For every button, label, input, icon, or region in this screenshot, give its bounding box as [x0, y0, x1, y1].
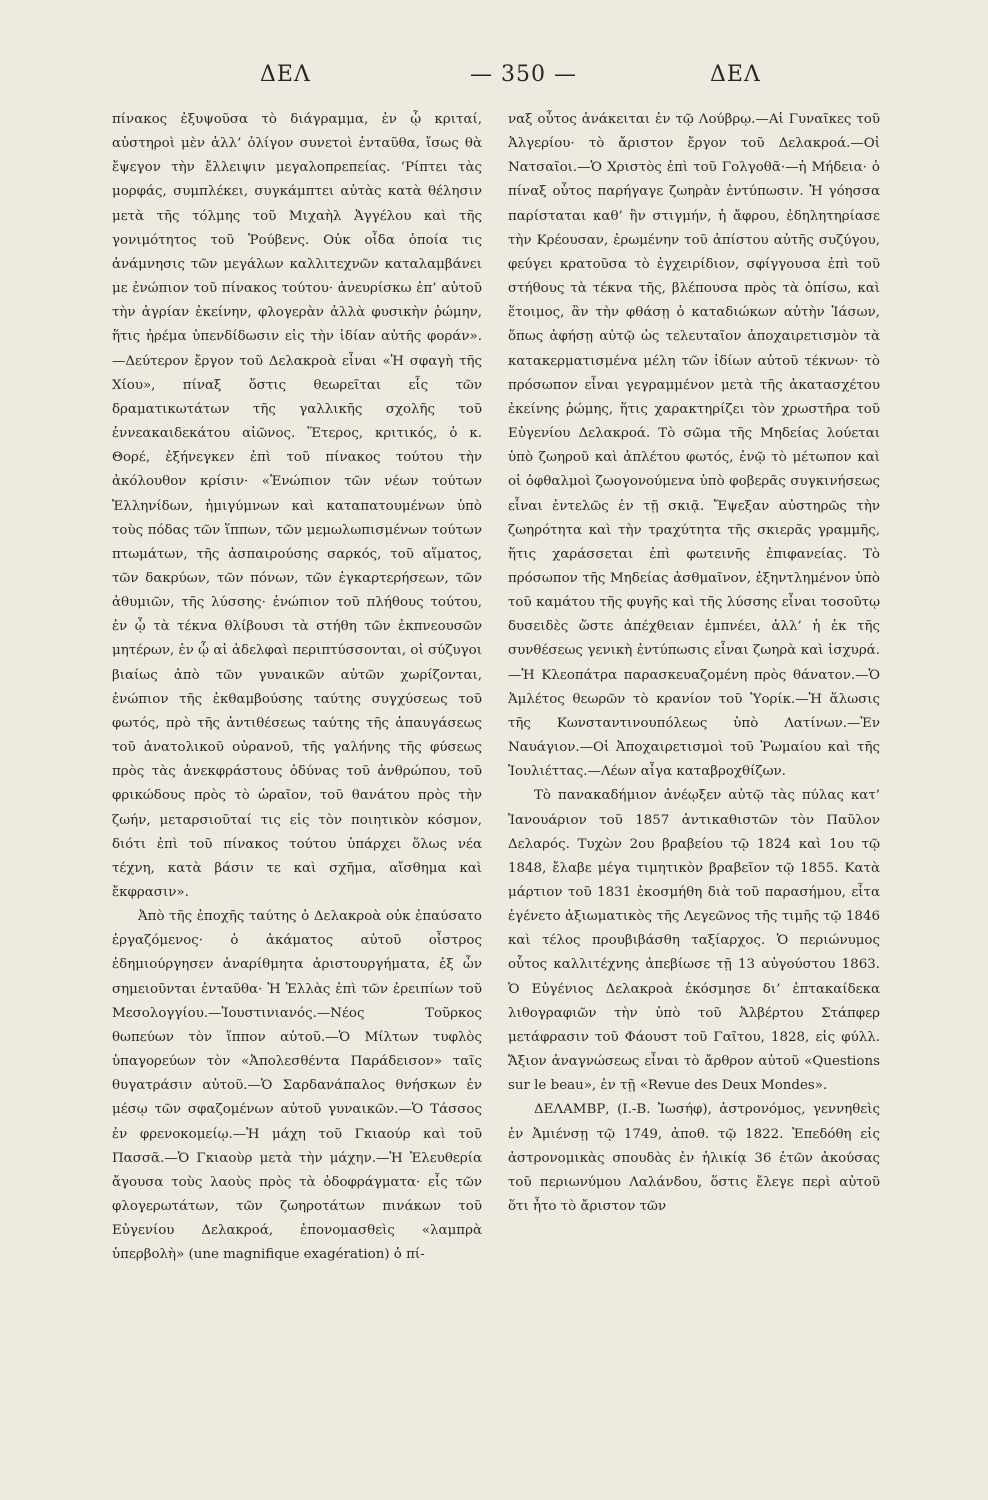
- right-paragraph-2: Τὸ πανακαδήμιον ἀνέῳξεν αὐτῷ τὰς πύλας κατ’ Ἰανουάριον τοῦ 1857 ἀντικαθιστῶν τὸν Παῦλον Δελαρός. Τυχὼν 2ου βραβείου τῷ 1824 καὶ 1ου τῷ 1848, ἔλαβε μέγα τιμητικὸν βραβεῖον τῷ 1855. Κατὰ μάρτιον τοῦ 1831 ἐκοσμήθη διὰ τοῦ παρασήμου, εἶτα ἐγένετο ἀξιωματικὸς τῆς Λεγεῶνος τῆς τιμῆς τῷ 1846 καὶ τέλος προυβιβάσθη ταξίαρχος. Ὁ περιώνυμος οὗτος καλλιτέχνης ἀπεβίωσε τῇ 13 αὐγούστου 1863. Ὁ Εὐγένιος Δελακροὰ ἐκόσμησε δι’ ἐπτακαίδεκα λιθογραφιῶν τὴν ὑπὸ τοῦ Ἀλβέρτου Στάπφερ μετάφρασιν τοῦ Φάουστ τοῦ Γαῖτου, 1828, εἰς φύλλ. Ἄξιον ἀναγνώσεως εἶναι τὸ ἄρθρον αὐτοῦ «Questions sur le beau», ἐν τῇ «Revue des Deux Mondes».: [508, 788, 880, 1094]
- left-column: [112, 108, 482, 1268]
- header-right-keyword: ΔΕΛ: [710, 62, 761, 87]
- right-column: [508, 108, 880, 1219]
- running-header: [110, 62, 870, 96]
- entry-delambre: ΔΕΛΑΜΒΡ, (Ι.-Β. Ἰωσήφ), ἀστρονόμος, γεννηθεὶς ἐν Ἀμιένσῃ τῷ 1749, ἀποθ. τῷ 1822. Ἐπεδόθη εἰς ἀστρονομικὰς σπουδὰς ἐν ἡλικίᾳ 36 ἐτῶν ἀκούσας τοῦ περιωνύμου Λαλάνδου, ὅστις ἔλεγε περὶ αὐτοῦ ὅτι ἦτο τὸ ἄριστον τῶν: [508, 1102, 880, 1215]
- page-number: — 350 —: [470, 62, 577, 87]
- left-paragraph-2: Ἀπὸ τῆς ἐποχῆς ταύτης ὁ Δελακροὰ οὐκ ἐπαύσατο ἐργαζόμενος· ὁ ἀκάματος αὐτοῦ οἶστρος ἐδημιούργησεν ἀναρίθμητα ἀριστουργήματα, ἐξ ὧν σημειοῦνται ἐνταῦθα· Ἡ Ἑλλὰς ἐπὶ τῶν ἐρειπίων τοῦ Μεσολογγίου.—Ἰουστινιανός.—Νέος Τοῦρκος θωπεύων τὸν ἵππον αὐτοῦ.—Ὁ Μίλτων τυφλὸς ὑπαγορεύων τὸν «Ἀπολεσθέντα Παράδεισον» ταῖς θυγατράσιν αὐτοῦ.—Ὁ Σαρδανάπαλος θνήσκων ἐν μέσῳ τῶν σφαζομένων αὐτοῦ γυναικῶν.—Ὁ Τάσσος ἐν φρενοκομείῳ.—Ἡ μάχη τοῦ Γκιαούρ καὶ τοῦ Πασσᾶ.—Ὁ Γκιαοὺρ μετὰ τὴν μάχην.—Ἡ Ἐλευθερία ἄγουσα τοὺς λαοὺς πρὸς τὰ ὀδοφράγματα· εἷς τῶν φλογερωτάτων, τῶν ζωηροτάτων πινάκων τοῦ Εὐγενίου Δελακροά, ἐπονομασθεὶς «λαμπρὰ ὑπερβολὴ» (une magnifique exagération) ὁ πί-: [112, 909, 482, 1263]
- left-paragraph-1: πίνακος ἐξυψοῦσα τὸ διάγραμμα, ἐν ᾧ κριταί, αὐστηροὶ μὲν ἀλλ’ ὀλίγον συνετοὶ ἐνταῦθα, ἴσως θὰ ἔψεγον τὴν ἔλλειψιν μεγαλοπρεπείας. ‘Ρίπτει τὰς μορφάς, συμπλέκει, συγκάμπτει αὐτὰς κατὰ θέλησιν μετὰ τῆς τόλμης τοῦ Μιχαὴλ Ἀγγέλου καὶ τῆς γονιμότητος τοῦ Ῥούβενς. Οὐκ οἶδα ὁποία τις ἀνάμνησις τῶν μεγάλων καλλιτεχνῶν καταλαμβάνει με ἐνώπιον τοῦ πίνακος τούτου· ἀνευρίσκω ἐπ’ αὐτοῦ τὴν ἀγρίαν ἐκείνην, φλογερὰν ἀλλὰ φυσικὴν ῥώμην, ἥτις ἠρέμα ὑπενδίδωσιν εἰς τὴν ἰδίαν αὐτῆς φοράν».—Δεύτερον ἔργον τοῦ Δελακροὰ εἶναι «Ἡ σφαγὴ τῆς Χίου», πίναξ ὅστις θεωρεῖται εἷς τῶν δραματικωτάτων τῆς γαλλικῆς σχολῆς τοῦ ἐννεακαιδεκάτου αἰῶνος. Ἕτερος, κριτικός, ὁ κ. Θορέ, ἐξήνεγκεν ἐπὶ τοῦ πίνακος τούτου τὴν ἀκόλουθον κρίσιν· «Ἐνώπιον τῶν νέων τούτων Ἑλληνίδων, ἠμιγύμνων καὶ καταπατουμένων ὑπὸ τοὺς πόδας τῶν ἵππων, τῶν μεμωλωπισμένων τούτων πτωμάτων, τῆς ἀσπαιρούσης σαρκός, τοῦ αἵματος, τῶν δακρύων, τῶν πόνων, τῶν ἐγκαρτερήσεων, τῶν ἀθυμιῶν, τῆς λύσσης· ἐνώπιον τοῦ πλήθους τούτου, ἐν ᾧ τὰ τέκνα θλίβουσι τὰ στήθη τῶν ἐκπνεουσῶν μητέρων, ἐν ᾧ αἱ ἀδελφαὶ περιπτύσσονται, οἱ σύζυγοι βιαίως ἀπὸ τῶν γυναικῶν αὐτῶν χωρίζονται, ἐνώπιον τῆς ἐκθαμβούσης ταύτης συγχύσεως τοῦ φωτός, πρὸ τῆς ἀντιθέσεως ταύτης τῆς ἀπαυγάσεως τοῦ ἀνατολικοῦ οὐρανοῦ, τῆς γαλήνης τῆς φύσεως πρὸς τὰς ἀνεκφράστους ὀδύνας τοῦ ἀνθρώπου, τοῦ φρικώδους πρὸς τὸ ὡραῖον, τοῦ θανάτου πρὸς τὴν ζωήν, μεταρσιοῦταί τις εἰς τὸν ποιητικὸν κόσμον, διότι ἐπὶ τοῦ πίνακος τούτου ὑπάρχει ὅλως νέα τέχνη, κατὰ βάσιν τε καὶ σχῆμα, αἴσθημα καὶ ἔκφρασιν».: [112, 112, 482, 900]
- right-paragraph-1: ναξ οὗτος ἀνάκειται ἐν τῷ Λούβρῳ.—Αἱ Γυναῖκες τοῦ Ἀλγερίου· τὸ ἄριστον ἔργον τοῦ Δελακροά.—Οἱ Νατσαῖοι.—Ὁ Χριστὸς ἐπὶ τοῦ Γολγοθᾶ·—ἡ Μήδεια· ὁ πίναξ οὗτος παρήγαγε ζωηρὰν ἐντύπωσιν. Ἡ γόησσα παρίσταται καθ’ ἣν στιγμήν, ἡ ἄφρου, ἐδηλητηρίασε τὴν Κρέουσαν, ἐρωμένην τοῦ ἀπίστου αὐτῆς συζύγου, φεύγει κρατοῦσα τὸ ἐγχειρίδιον, σφίγγουσα ἐπὶ τοῦ στήθους τὰ τέκνα τῆς, βλέπουσα πρὸς τὰ ὀπίσω, καὶ ἕτοιμος, ἂν τὴν φθάσῃ ὁ καταδιώκων αὐτὴν Ἰάσων, ὅπως ἀφήσῃ αὐτῷ ὡς τελευταῖον ἀποχαιρετισμὸν τὰ κατακερματισμένα μέλη τῶν ἰδίων αὐτοῦ τέκνων· τὸ πρόσωπον εἶναι γεγραμμένον μετὰ τῆς ἀκατασχέτου ἐκείνης ῥώμης, ἥτις χαρακτηρίζει τὸν χρωστῆρα τοῦ Εὐγενίου Δελακροά. Τὸ σῶμα τῆς Μηδείας λούεται ὑπὸ ζωηροῦ καὶ ἀπλέτου φωτός, ἐνῷ τὸ μέτωπον καὶ οἱ ὀφθαλμοὶ ζωογονούμενα ὑπὸ φοβερᾶς συγκινήσεως εἶναι ἐντελῶς ἐν τῇ σκιᾷ. Ἔψεξαν αὐστηρῶς τὴν ζωηρότητα καὶ τὴν τραχύτητα τῆς σκιερᾶς γραμμῆς, ἥτις χαράσσεται ἐπὶ φωτεινῆς ἐπιφανείας. Τὸ πρόσωπον τῆς Μηδείας ἀσθμαῖνον, ἐξηντλημένον ὑπὸ τοῦ καμάτου τῆς φυγῆς καὶ τῆς λύσσης εἶναι τοσοῦτῳ δυσειδὲς ὥστε ἀπέχθειαν ἐμπνέει, ἀλλ’ ἡ ἐκ τῆς συνθέσεως γενικὴ ἐντύπωσις εἶναι ζωηρὰ καὶ ἰσχυρά.—Ἡ Κλεοπάτρα παρασκευαζομένη πρὸς θάνατον.—Ὁ Ἀμλέτος θεωρῶν τὸ κρανίον τοῦ Ὑορίκ.—Ἡ ἅλωσις τῆς Κωνσταντινουπόλεως ὑπὸ Λατίνων.—Ἐν Ναυάγιον.—Οἱ Ἀποχαιρετισμοὶ τοῦ Ῥωμαίου καὶ τῆς Ἰουλιέττας.—Λέων αἶγα καταβροχθίζων.: [508, 112, 880, 780]
- header-left-keyword: ΔΕΛ: [260, 62, 311, 87]
